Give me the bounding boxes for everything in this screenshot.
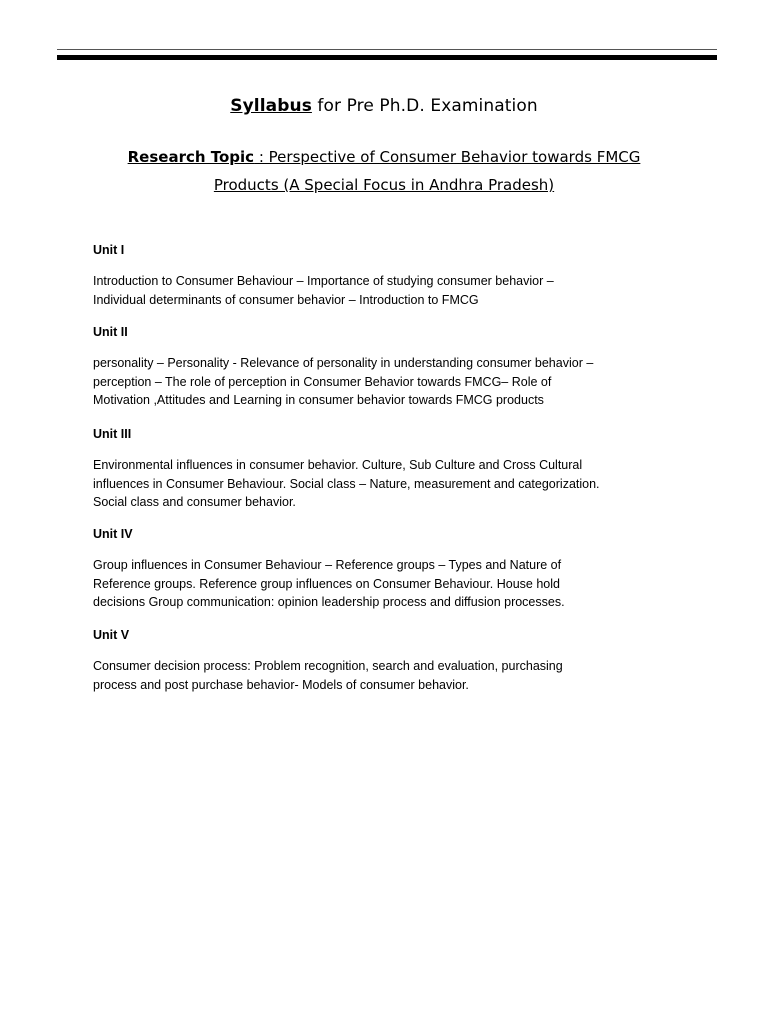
unit-description	[93, 556, 683, 612]
document-title	[0, 96, 768, 116]
research-topic-text-2: Products (A Special Focus in Andhra Pradesh)	[213, 176, 555, 194]
unit-line: Reference groups. Reference group influences on Consumer Behaviour. House hold	[93, 576, 560, 591]
unit-title: Unit IV	[93, 527, 133, 541]
syllabus-label: Syllabus	[230, 96, 312, 116]
unit-description	[93, 456, 683, 512]
unit-line: Group influences in Consumer Behaviour – Reference groups – Types and Nature of	[93, 558, 562, 572]
unit-line: decisions Group communication: opinion leadership process and diffusion processes.	[93, 595, 565, 609]
unit-description	[93, 272, 683, 309]
header-rule-thin	[57, 49, 717, 50]
unit-description	[93, 354, 683, 410]
unit-title: Unit V	[93, 628, 130, 642]
unit-title: Unit I	[93, 243, 125, 257]
unit-line: influences in Consumer Behaviour. Social class – Nature, measurement and categorization.	[93, 476, 600, 491]
unit-title: Unit II	[93, 325, 128, 339]
research-topic-line-2	[0, 171, 768, 199]
research-topic-text-1: : Perspective of Consumer Behavior towards FMCG	[254, 148, 641, 166]
unit-line: Introduction to Consumer Behaviour – Importance of studying consumer behavior –	[93, 274, 554, 288]
title-rest: for Pre Ph.D. Examination	[311, 96, 538, 116]
unit-line: Social class and consumer behavior.	[93, 495, 296, 509]
unit-line: perception – The role of perception in Consumer Behavior towards FMCG– Role of	[93, 374, 552, 389]
unit-line: Individual determinants of consumer behavior – Introduction to FMCG	[93, 292, 479, 307]
unit-line: Motivation ,Attitudes and Learning in consumer behavior towards FMCG products	[93, 393, 544, 407]
unit-line: personality – Personality - Relevance of personality in understanding consumer behavior –	[93, 356, 594, 370]
research-topic-label: Research Topic	[127, 148, 255, 166]
unit-title: Unit III	[93, 427, 132, 441]
unit-line: process and post purchase behavior- Models of consumer behavior.	[93, 677, 469, 692]
unit-description	[93, 657, 683, 694]
unit-line: Environmental influences in consumer behavior. Culture, Sub Culture and Cross Cultural	[93, 458, 583, 472]
research-topic-line-1	[0, 143, 768, 171]
unit-line: Consumer decision process: Problem recognition, search and evaluation, purchasing	[93, 659, 563, 673]
header-rule-thick	[57, 55, 717, 60]
research-topic	[0, 143, 768, 199]
